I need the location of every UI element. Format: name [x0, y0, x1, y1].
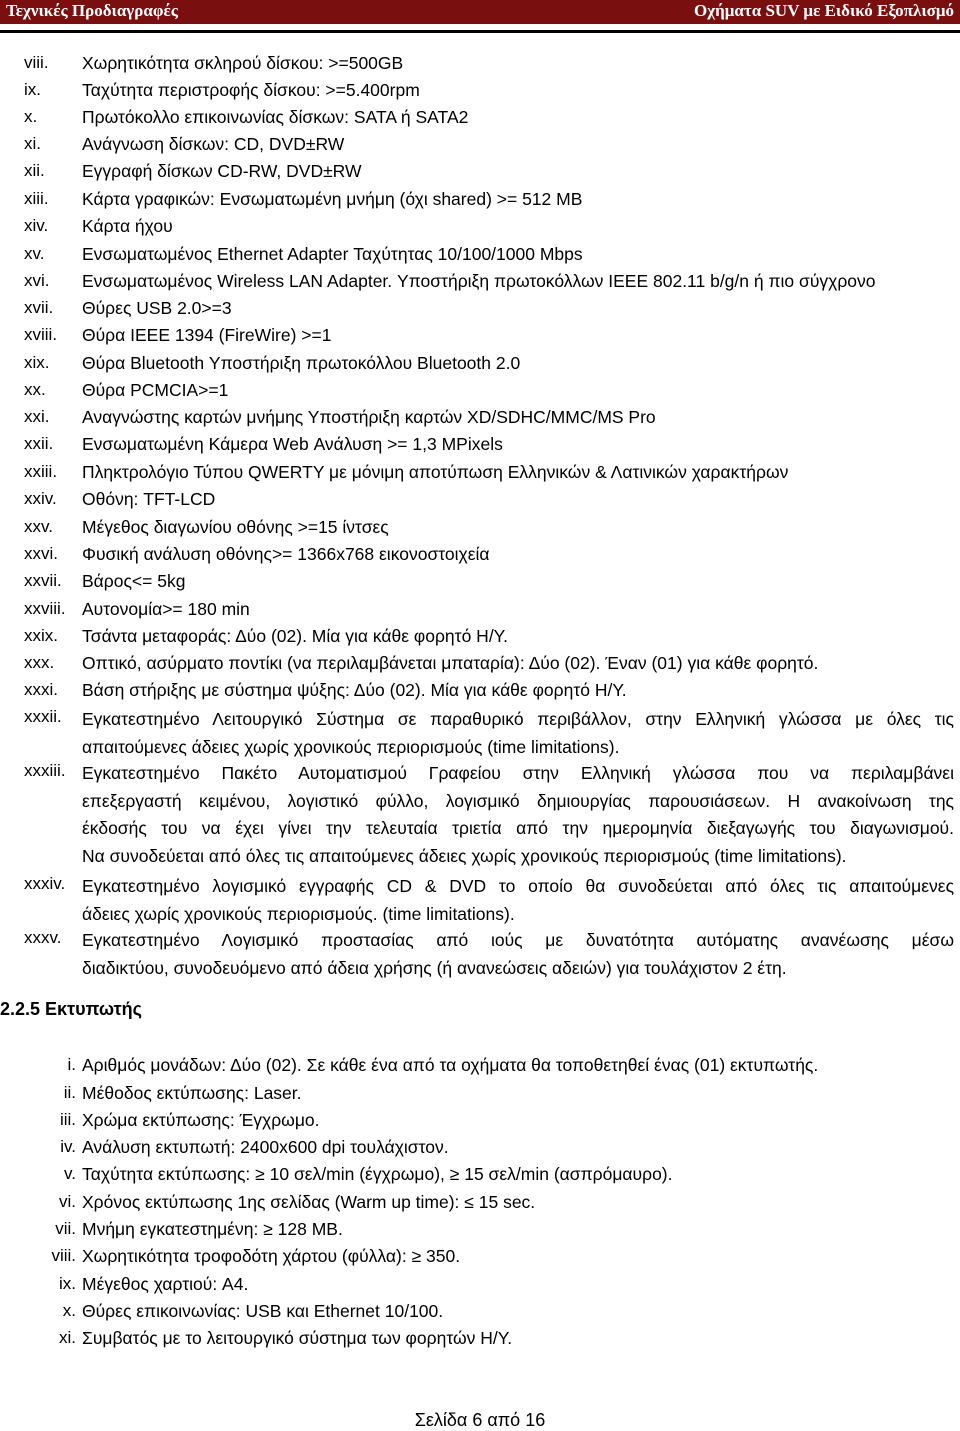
list-item-text: Ενσωματωμένος Ethernet Adapter Ταχύτητας 10/100/1000 Mbps — [82, 244, 583, 264]
list-item-number: xxxi. — [24, 680, 58, 699]
list-item-text: Συμβατός με το λειτουργικό σύστημα των φορητών Η/Υ. — [82, 1328, 513, 1348]
list-item-text: Ενσωματωμένος Wireless LAN Adapter. Υποστήριξη πρωτοκόλλων IEEE 802.11 b/g/n ή πιο σύγχρονο — [82, 271, 876, 291]
list-item-text — [82, 706, 954, 761]
list-item-text: Αριθμός μονάδων: Δύο (02). Σε κάθε ένα από τα οχήματα θα τοποθετηθεί ένας (01) εκτυπωτής. — [82, 1055, 819, 1075]
list-item-line: απαιτούμενες άδειες χωρίς χρονικούς περιορισμούς (time limitations). — [82, 736, 620, 757]
list-item-text: Χρόνος εκτύπωσης 1ης σελίδας (Warm up time): ≤ 15 sec. — [82, 1192, 536, 1212]
list-item-text: Βάση στήριξης με σύστημα ψύξης: Δύο (02). Μία για κάθε φορητό Η/Υ. — [82, 680, 627, 700]
list-item-text: Ανάγνωση δίσκων: CD, DVD±RW — [82, 134, 345, 154]
list-item-number: xii. — [24, 161, 45, 180]
list-item-line: Εγκατεστημένο Λογισμικό προστασίας από ιούς με δυνατότητα αυτόματης ανανέωσης μέσω — [82, 930, 954, 950]
list-item-number: xiv. — [24, 216, 49, 235]
list-item-text: Βάρος<= 5kg — [82, 571, 186, 591]
list-item-line: διαδικτύου, συνοδευόμενο από άδεια χρήσης (ή ανανεώσεις αδειών) για τουλάχιστον 2 έτη. — [82, 957, 787, 978]
list-item-number: xix. — [24, 353, 50, 372]
list-item-number: xviii. — [24, 325, 58, 344]
list-item-text: Θύρα Bluetooth Υποστήριξη πρωτοκόλλου Bluetooth 2.0 — [82, 353, 521, 373]
list-item-text: Μέγεθος χαρτιού: A4. — [82, 1274, 249, 1294]
list-item-number: xxx. — [24, 653, 55, 672]
list-item-number: ix. — [59, 1274, 76, 1293]
header-title-right: Οχήματα SUV με Ειδικό Εξοπλισμό — [694, 1, 954, 20]
list-item-text: Χωρητικότητα σκληρού δίσκου: >=500GB — [82, 53, 404, 73]
list-item-text: Χρώμα εκτύπωσης: Έγχρωμο. — [82, 1110, 320, 1130]
list-item-line: Εγκατεστημένο Λειτουργικό Σύστημα σε παραθυρικό περιβάλλον, στην Ελληνική γλώσσα με όλες τις — [82, 709, 954, 729]
list-item-number: xxxiv. — [24, 874, 66, 893]
list-item-number: x. — [24, 107, 38, 126]
list-item-text — [82, 760, 954, 870]
list-item-text — [82, 927, 954, 982]
list-item-text: Χωρητικότητα τροφοδότη χάρτου (φύλλα): ≥ 350. — [82, 1246, 461, 1266]
list-item-text: Αναγνώστης καρτών μνήμης Υποστήριξη καρτών XD/SDHC/MMC/MS Pro — [82, 407, 656, 427]
list-item-number: iii. — [59, 1110, 76, 1129]
list-item-number: xxii. — [24, 434, 54, 453]
list-item-number: v. — [64, 1164, 76, 1183]
list-item-number: xxiii. — [24, 462, 58, 481]
list-item-number: i. — [67, 1055, 76, 1074]
list-item-text: Τσάντα μεταφοράς: Δύο (02). Μία για κάθε φορητό Η/Υ. — [82, 626, 508, 646]
list-item-text: Θύρα IEEE 1394 (FireWire) >=1 — [82, 325, 332, 345]
list-item-text: Εγγραφή δίσκων CD-RW, DVD±RW — [82, 161, 362, 181]
list-item-number: vi. — [59, 1192, 76, 1211]
list-item-text: Θύρες USB 2.0>=3 — [82, 298, 232, 318]
header-divider — [0, 30, 960, 33]
list-item-text: Ενσωματωμένη Κάμερα Web Ανάλυση >= 1,3 MPixels — [82, 434, 503, 454]
list-item-line: άδειες χωρίς χρονικούς περιορισμούς. (time limitations). — [82, 903, 515, 924]
list-item-text: Ταχύτητα εκτύπωσης: ≥ 10 σελ/min (έγχρωμο), ≥ 15 σελ/min (ασπρόμαυρο). — [82, 1164, 673, 1184]
list-item-number: xx. — [24, 380, 46, 399]
list-item-text: Οπτικό, ασύρματο ποντίκι (να περιλαμβάνεται μπαταρία): Δύο (02). Έναν (01) για κάθε φορητό. — [82, 653, 819, 673]
header-title-left: Τεχνικές Προδιαγραφές — [6, 1, 178, 20]
list-item-number: xvi. — [24, 271, 50, 290]
section-heading-printer: 2.2.5 Εκτυπωτής — [0, 999, 142, 1019]
list-item-text: Μέγεθος διαγωνίου οθόνης >=15 ίντσες — [82, 517, 389, 537]
list-item-number: viii. — [24, 53, 49, 72]
list-item-line: Εγκατεστημένο λογισμικό εγγραφής CD & DVD το οποίο θα συνοδεύεται από όλες τις απαιτούμενες — [82, 876, 954, 896]
list-item-number: xiii. — [24, 189, 49, 208]
list-item-text: Θύρα PCMCIA>=1 — [82, 380, 229, 400]
list-item-line: επεξεργαστή κειμένου, λογιστικό φύλλο, λογισμικό δημιουργίας παρουσιάσεων. Η ανακοίνωση της — [82, 790, 954, 811]
list-item-number: xxvii. — [24, 571, 62, 590]
list-item-text: Πληκτρολόγιο Τύπου QWERTY με μόνιμη αποτύπωση Ελληνικών & Λατινικών χαρακτήρων — [82, 462, 789, 482]
list-item-text: Φυσική ανάλυση οθόνης>= 1366x768 εικονοστοιχεία — [82, 544, 490, 564]
list-item-text: Ανάλυση εκτυπωτή: 2400x600 dpi τουλάχιστον. — [82, 1137, 449, 1157]
list-item-number: viii. — [51, 1246, 76, 1265]
list-item-line: Εγκατεστημένο Πακέτο Αυτοματισμού Γραφείου στην Ελληνική γλώσσα που να περιλαμβάνει — [82, 763, 954, 783]
document-header-bar — [0, 0, 960, 24]
list-item-number: vii. — [55, 1219, 76, 1238]
list-item-text: Κάρτα γραφικών: Ενσωματωμένη μνήμη (όχι shared) >= 512 MB — [82, 189, 583, 209]
list-item-number: xxviii. — [24, 599, 66, 618]
list-item-text: Πρωτόκολλο επικοινωνίας δίσκων: SATA ή SATA2 — [82, 107, 469, 127]
list-item-line: έκδοσής του να έχει γίνει την τελευταία τριετία από την ημερομηνία διεξαγωγής του διαγωνισμού. — [82, 818, 954, 838]
list-item-line: Να συνοδεύεται από όλες τις απαιτούμενες άδειες χωρίς χρονικούς περιορισμούς (time limitations). — [82, 845, 847, 866]
list-item-number: xv. — [24, 244, 45, 263]
list-item-number: xi. — [59, 1328, 76, 1347]
list-item-text: Θύρες επικοινωνίας: USB και Ethernet 10/100. — [82, 1301, 444, 1321]
list-item-number: xxxiii. — [24, 761, 66, 780]
list-item-text — [82, 873, 954, 928]
list-item-number: xi. — [24, 134, 41, 153]
list-item-text: Οθόνη: TFT-LCD — [82, 489, 216, 509]
list-item-number: xvii. — [24, 298, 54, 317]
list-item-text: Μνήμη εγκατεστημένη: ≥ 128 MB. — [82, 1219, 343, 1239]
page-number-footer: Σελίδα 6 από 16 — [414, 1410, 546, 1430]
list-item-number: ii. — [63, 1083, 76, 1102]
list-item-number: xxxv. — [24, 928, 62, 947]
list-item-number: xxvi. — [24, 544, 58, 563]
list-item-text: Κάρτα ήχου — [82, 216, 173, 236]
list-item-number: iv. — [60, 1137, 76, 1156]
list-item-number: xxix. — [24, 626, 58, 645]
list-item-number: xxi. — [24, 407, 50, 426]
list-item-number: xxv. — [24, 517, 53, 536]
list-item-text: Αυτονομία>= 180 min — [82, 599, 250, 619]
list-item-text: Ταχύτητα περιστροφής δίσκου: >=5.400rpm — [82, 80, 420, 100]
list-item-number: ix. — [24, 80, 41, 99]
list-item-number: x. — [62, 1301, 76, 1320]
list-item-number: xxiv. — [24, 489, 57, 508]
list-item-number: xxxii. — [24, 707, 62, 726]
list-item-text: Μέθοδος εκτύπωσης: Laser. — [82, 1083, 302, 1103]
